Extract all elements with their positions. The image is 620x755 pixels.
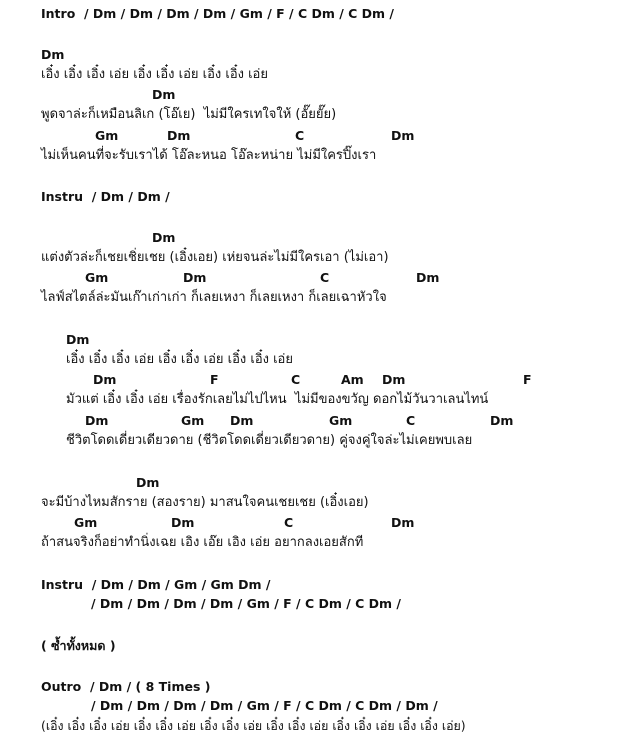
lyric-line: เอิ๋ง เอิ๋ง เอิ๋ง เอ่ย เอิ๋ง เอิ๋ง เอ่ย เอิ๋ง เอิ๋ง เอ่ย xyxy=(66,352,293,367)
lyric-line: มัวแต่ เอิ๋ง เอิ๋ง เอ่ย เรื่องรักเลยไม่ไปไหน ไม่มีของขวัญ ดอกไม้วันวาเลนไทน์ xyxy=(66,392,489,407)
instru-line: / Dm / Dm / Dm / Dm / Gm / F / C Dm / C Dm / xyxy=(91,596,401,611)
chord-label: Am xyxy=(341,372,364,387)
chord-label: C xyxy=(295,128,305,143)
lyric-line: จะมีบ้างไหมสักราย (สองราย) มาสนใจคนเชยเชย (เอิ๋งเอย) xyxy=(41,495,369,510)
lyric-line: ไม่เห็นคนที่จะรับเราได้ โอ๊ละหนอ โอ๊ละหน่าย ไม่มีใครปิ๊งเรา xyxy=(41,148,377,163)
chord-label: Gm xyxy=(181,413,205,428)
chord-label: Dm xyxy=(136,475,160,490)
instru-line: Instru / Dm / Dm / xyxy=(41,189,170,204)
chord-label: Dm xyxy=(183,270,207,285)
intro-line: Intro / Dm / Dm / Dm / Dm / Gm / F / C Dm / C Dm / xyxy=(41,6,394,21)
chord-label: Dm xyxy=(152,230,176,245)
lyric-line: (เอิ๋ง เอิ๋ง เอิ๋ง เอ่ย เอิ๋ง เอิ๋ง เอ่ย เอิ๋ง เอิ๋ง เอ่ย เอิ๋ง เอิ๋ง เอ่ย เอิ๋ง เอิ๋ง เอ่ย เอิ๋ง เอิ๋ง เอ่ย) xyxy=(41,718,466,733)
chord-label: Dm xyxy=(416,270,440,285)
outro-line: / Dm / Dm / Dm / Dm / Gm / F / C Dm / C Dm / Dm / xyxy=(91,698,438,713)
lyric-line: ไลฟ์สไตล์ล่ะมันเก๊าเก่าเก่า ก็เลยเหงา ก็เลยเหงา ก็เลยเฉาหัวใจ xyxy=(41,290,387,305)
chord-label: Dm xyxy=(490,413,514,428)
chord-label: Dm xyxy=(171,515,195,530)
chord-label: Dm xyxy=(167,128,191,143)
lyric-line: ชีวิตโดดเดี่ยวเดียวดาย (ชีวิตโดดเดี่ยวเดียวดาย) คู่จงคู่ใจล่ะไม่เคยพบเลย xyxy=(66,433,473,448)
lyric-line: แต่งตัวล่ะก็เชยเชิ่ยเชย (เอิ๋งเอย) เห่ยจนล่ะไม่มีใครเอา (ไม่เอา) xyxy=(41,250,389,265)
chord-label: Dm xyxy=(230,413,254,428)
chord-label: Gm xyxy=(95,128,119,143)
chord-label: Dm xyxy=(66,332,90,347)
chord-label: Gm xyxy=(74,515,98,530)
chord-label: C xyxy=(406,413,416,428)
lyric-line: ถ้าสนจริงก็อย่าทำนิ่งเฉย เอิง เอ๊ย เอิง เอ่ย อยากลงเอยสักที xyxy=(41,535,364,550)
chord-label: F xyxy=(210,372,219,387)
chord-label: Gm xyxy=(329,413,353,428)
chord-label: Dm xyxy=(152,87,176,102)
chord-label: Dm xyxy=(93,372,117,387)
lyric-line: เอิ๋ง เอิ๋ง เอิ๋ง เอ่ย เอิ๋ง เอิ๋ง เอ่ย เอิ๋ง เอิ๋ง เอ่ย xyxy=(41,67,268,82)
outro-line: Outro / Dm / ( 8 Times ) xyxy=(41,679,211,694)
chord-label: C xyxy=(284,515,294,530)
chord-label: C xyxy=(291,372,301,387)
lyric-line: พูดจาล่ะก็เหมือนลิเก (โอ๊เย) ไม่มีใครเทใจให้ (อั๊ยยั๊ย) xyxy=(41,107,337,122)
repeat-note: ( ซ้ำทั้งหมด ) xyxy=(41,638,116,653)
chord-label: Dm xyxy=(85,413,109,428)
chord-label: C xyxy=(320,270,330,285)
chord-label: F xyxy=(523,372,532,387)
instru-line: Instru / Dm / Dm / Gm / Gm Dm / xyxy=(41,577,271,592)
chord-label: Dm xyxy=(391,128,415,143)
chord-label: Gm xyxy=(85,270,109,285)
chord-label: Dm xyxy=(41,47,65,62)
chord-label: Dm xyxy=(382,372,406,387)
chord-label: Dm xyxy=(391,515,415,530)
